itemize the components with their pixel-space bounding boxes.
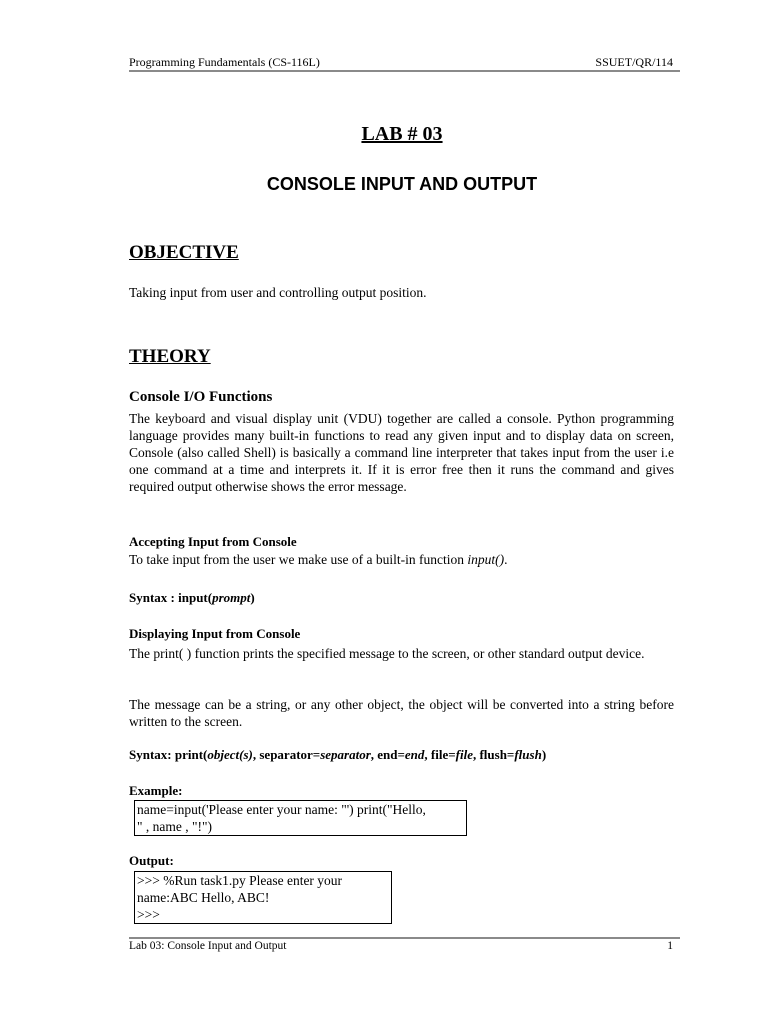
header-rule: [129, 70, 680, 72]
objective-text: Taking input from user and controlling output position.: [129, 285, 427, 300]
syntax-input: Syntax : input(prompt): [129, 590, 255, 605]
example-code-line: name=input('Please enter your name: "') print("Hello,: [137, 802, 426, 817]
accepting-heading: Accepting Input from Console: [129, 534, 297, 549]
output-code-box: [134, 871, 392, 924]
page-number: 1: [667, 940, 673, 952]
example-code-line: " , name , "!"): [137, 819, 213, 834]
console-io-heading: Console I/O Functions: [129, 389, 273, 405]
example-code-box: [134, 800, 467, 836]
theory-heading: THEORY: [129, 346, 211, 367]
header-code: SSUET/QR/114: [595, 55, 673, 69]
accepting-text: To take input from the user we make use of a built-in function input().: [129, 552, 508, 567]
footer-lab-title: Lab 03: Console Input and Output: [129, 940, 287, 952]
header-course: Programming Fundamentals (CS-116L): [129, 55, 320, 69]
console-io-text: The keyboard and visual display unit (VDU) together are called a console. Python programming language provides many built-in functions to read any given input and to display data on screen, Console (also called Shell) is basically a command line interpreter that takes input from the user i.e one command at a time and interprets it. If it is error free then it runs the command and gives required output otherwise shows the error message.: [129, 411, 674, 494]
output-code-line: name:ABC Hello, ABC!: [137, 890, 270, 905]
output-code-line: >>>: [137, 907, 160, 922]
lab-title: LAB # 03: [361, 123, 443, 145]
output-label: Output:: [129, 853, 174, 868]
displaying-text-2: The message can be a string, or any other object, the object will be converted into a string before written to the screen.: [129, 697, 674, 729]
output-code-line: >>> %Run task1.py Please enter your: [137, 873, 343, 888]
objective-heading: OBJECTIVE: [129, 242, 239, 263]
lab-subtitle: CONSOLE INPUT AND OUTPUT: [266, 174, 538, 194]
footer-rule: [129, 937, 680, 939]
displaying-heading: Displaying Input from Console: [129, 626, 301, 641]
displaying-text-1: The print( ) function prints the specified message to the screen, or other standard output device.: [129, 646, 645, 661]
example-label: Example:: [129, 783, 183, 798]
syntax-print: Syntax: print(object(s), separator=separator, end=end, file=file, flush=flush): [129, 747, 547, 762]
input-function: input(): [467, 552, 505, 567]
